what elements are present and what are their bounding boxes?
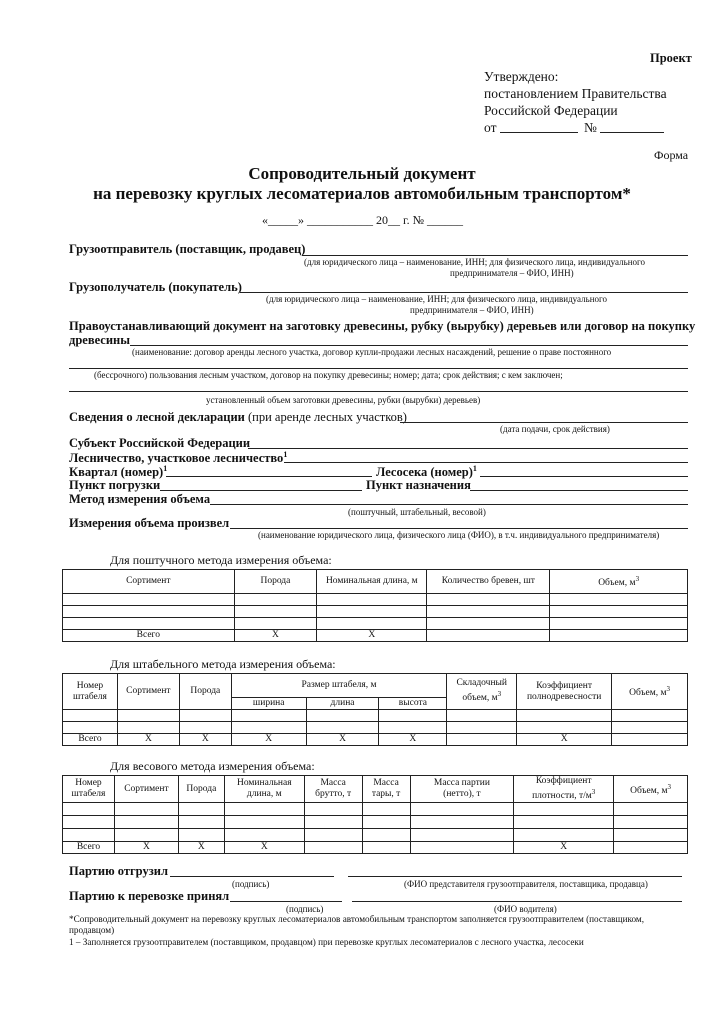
table2-h-volume-sup: 3 [666, 684, 670, 693]
table2-h-length: длина [306, 698, 379, 710]
approved-number-label: № [584, 120, 597, 135]
accepted-sign-note: (подпись) [286, 904, 324, 914]
table-cell [614, 829, 688, 842]
footnote-star-1: *Сопроводительный документ на перевозку круглых лесоматериалов автомобильным транспортом заполняется грузоотправителем (поставщиком, [69, 914, 645, 924]
table3-h-density-sup: 3 [591, 788, 596, 796]
table-cell [447, 710, 517, 722]
table-cell [178, 803, 224, 816]
title-doc-line-1 [130, 345, 688, 346]
table2-h-coef [517, 674, 612, 710]
table-row [63, 816, 688, 829]
subject-label: Субъект Российской Федерации [69, 436, 251, 450]
table-cell [612, 734, 688, 746]
table-cell [114, 816, 178, 829]
table-row [63, 594, 688, 606]
table-row [63, 606, 688, 618]
title-doc-note-1: (наименование: договор аренды лесного участка, договор купли-продажи лесных насаждений, решение о праве постоянного [132, 347, 612, 357]
table1-h-sortiment: Сортимент [63, 570, 235, 594]
title-doc-label-2: древесины [69, 333, 130, 347]
quarter-footnote-mark: 1 [163, 464, 168, 473]
table-cell [517, 722, 612, 734]
title-doc-note-3: установленный объем заготовки древесины, рубки (вырубки) деревьев) [206, 395, 481, 405]
doc-date-number-line: «_____» ___________ 20__ г. № ______ [262, 213, 464, 227]
table2-h-stack-1: Номер [76, 680, 104, 691]
subject-line [248, 448, 688, 449]
accepted-fio-note: (ФИО водителя) [494, 904, 557, 914]
table2-h-stored [447, 674, 517, 710]
consignee-line [240, 292, 688, 293]
table2-h-coef-2: полнодревесности [526, 691, 602, 702]
table-cell [379, 722, 447, 734]
table-cell [179, 710, 231, 722]
table3-caption: Для весового метода измерения объема: [110, 759, 315, 773]
table3-h-gross-2: брутто, т [315, 789, 352, 800]
approved-by-line-2: Российской Федерации [484, 103, 618, 118]
table-cell [304, 816, 362, 829]
shipper-note-2: предпринимателя – ФИО, ИНН) [450, 268, 574, 278]
table-cell [224, 803, 304, 816]
table-cell [410, 816, 514, 829]
declaration-note: (дата подачи, срок действия) [500, 424, 610, 434]
cutting-label-text: Лесосека (номер) [376, 465, 473, 480]
table3-total-label: Всего [63, 842, 115, 854]
declaration-label-normal: (при аренде лесных участков) [248, 410, 407, 424]
table2-h-width: ширина [231, 698, 306, 710]
table-cell [304, 842, 362, 854]
table3-h-stack-1: Номер [75, 778, 102, 789]
quarter-line [166, 476, 372, 477]
table-cell [178, 816, 224, 829]
title-doc-line-3 [69, 391, 688, 392]
table-cell [362, 816, 410, 829]
cutting-footnote-mark: 1 [472, 464, 477, 473]
table-cell [427, 630, 550, 642]
table-cell [517, 710, 612, 722]
table-cell [362, 842, 410, 854]
title-doc-label-1: Правоустанавливающий документ на заготовку древесины, рубку (вырубку) деревьев или договор на покупку [69, 319, 696, 333]
title-doc-line-2 [69, 368, 688, 369]
shipper-note-1: (для юридического лица – наименование, ИНН; для физического лица, индивидуального [304, 257, 645, 267]
table-cell [317, 594, 427, 606]
table-cell [612, 710, 688, 722]
declaration-label-bold: Сведения о лесной декларации [69, 410, 245, 424]
table3-h-density-2: плотности, т/м [532, 791, 592, 802]
accepted-by-label: Партию к перевозке принял [69, 889, 230, 903]
approved-by-line-1: постановлением Правительства [484, 86, 667, 101]
table3-h-net-2: (нетто), т [443, 789, 481, 800]
table2-h-stack-2: штабеля [73, 691, 107, 702]
shipped-fio-line [348, 876, 682, 877]
shipped-by-label: Партию отгрузил [69, 864, 168, 878]
measured-by-note: (наименование юридического лица, физического лица (ФИО), в т.ч. индивидуального предпринимателя) [258, 530, 660, 540]
table2-total-x: Х [517, 734, 612, 746]
table-cell [179, 722, 231, 734]
table-cell [410, 842, 514, 854]
table3-header-row [63, 776, 688, 803]
table2-total-x: Х [306, 734, 379, 746]
table-cell [231, 710, 306, 722]
table1-total-x: Х [234, 630, 317, 642]
table3-h-net-1: Масса партии [433, 778, 490, 789]
approved-label: Утверждено: [484, 69, 559, 84]
table3-h-volume-text: Объем, м [630, 785, 668, 796]
approved-number-line [600, 132, 664, 133]
table-cell [63, 803, 115, 816]
table-cell [427, 606, 550, 618]
table-cell [447, 722, 517, 734]
quarter-label-text: Квартал (номер) [69, 465, 164, 480]
table2-h-height: высота [379, 698, 447, 710]
table-cell [514, 803, 614, 816]
table3-h-stack-2: штабеля [71, 789, 106, 800]
table3-h-sortiment: Сортимент [114, 776, 178, 803]
table1-h-breed: Порода [234, 570, 317, 594]
table2-h-coef-1: Коэффициент [536, 680, 593, 691]
method-note: (поштучный, штабельный, весовой) [348, 507, 486, 517]
shipped-sign-line [170, 876, 334, 877]
table3-h-tare [362, 776, 410, 803]
table1-h-volume-text: Объем, м [598, 578, 636, 589]
table1-total-x: Х [317, 630, 427, 642]
table-cell [63, 594, 235, 606]
table1-h-volume-sup: 3 [635, 574, 640, 583]
table3-h-density [514, 776, 614, 803]
table-cell [117, 722, 179, 734]
table2-total-x: Х [117, 734, 179, 746]
table2-h-sortiment: Сортимент [117, 674, 179, 710]
shipped-fio-note: (ФИО представителя грузоотправителя, поставщика, продавца) [404, 879, 648, 889]
table-cell [234, 618, 317, 630]
table1-h-length: Номинальная длина, м [317, 570, 427, 594]
table-cell [614, 842, 688, 854]
table3-total-x: Х [114, 842, 178, 854]
table3-total-x: Х [514, 842, 614, 854]
table-cell [379, 710, 447, 722]
form-label: Форма [654, 148, 689, 162]
table3-h-breed: Порода [178, 776, 224, 803]
table2-header-row [63, 674, 688, 698]
table-cell [410, 829, 514, 842]
table2-h-stored-1: Складочный [456, 678, 508, 689]
table-cell [427, 594, 550, 606]
title-doc-note-2: (бессрочного) пользования лесным участком, договор на покупку древесины; номер; дата; срок действия; с кем заключен; [94, 370, 563, 380]
stack-method-table [62, 673, 688, 746]
table1-total-label: Всего [63, 630, 235, 642]
consignee-label: Грузополучатель (покупатель) [69, 280, 242, 294]
approved-date-line [500, 132, 578, 133]
declaration-line [400, 422, 688, 423]
table3-total-x: Х [224, 842, 304, 854]
table2-h-size: Размер штабеля, м [231, 674, 446, 698]
method-label: Метод измерения объема [69, 492, 211, 506]
table2-total-x: Х [231, 734, 306, 746]
table3-h-net [410, 776, 514, 803]
table2-total-x: Х [379, 734, 447, 746]
table2-total-x: Х [179, 734, 231, 746]
table-cell [63, 606, 235, 618]
table3-h-length-1: Номинальная [236, 778, 292, 789]
table-cell [317, 606, 427, 618]
table-cell [550, 630, 688, 642]
table-cell [317, 618, 427, 630]
table-row [63, 803, 688, 816]
table3-h-gross [304, 776, 362, 803]
table-row [63, 722, 688, 734]
footnote-1: 1 – Заполняется грузоотправителем (поставщиком, продавцом) при перевозке круглых лесоматериалов с лесного участка, лесосеки [69, 937, 584, 947]
table1-h-count: Количество бревен, шт [427, 570, 550, 594]
loading-label: Пункт погрузки [69, 478, 161, 492]
table3-h-density-1: Коэффициент [535, 776, 592, 786]
project-label: Проект [650, 51, 692, 65]
table-cell [231, 722, 306, 734]
table-cell [63, 722, 118, 734]
table1-header-row [63, 570, 688, 594]
table-cell [447, 734, 517, 746]
footnote-star-2: продавцом) [69, 925, 115, 935]
table2-h-breed: Порода [179, 674, 231, 710]
doc-title-line-2: на перевозку круглых лесоматериалов автомобильным транспортом* [93, 184, 631, 203]
table-cell [63, 829, 115, 842]
method-line [210, 504, 688, 505]
table-cell [63, 618, 235, 630]
table-cell [614, 803, 688, 816]
table3-h-volume-sup: 3 [667, 782, 671, 791]
shipped-sign-note: (подпись) [232, 879, 270, 889]
loading-line [160, 490, 362, 491]
table-row [63, 618, 688, 630]
table-cell [178, 829, 224, 842]
table-cell [306, 722, 379, 734]
table-cell [514, 816, 614, 829]
shipper-line [302, 255, 688, 256]
table-cell [612, 722, 688, 734]
table-cell [224, 816, 304, 829]
table2-total-label: Всего [63, 734, 118, 746]
shipper-label: Грузоотправитель (поставщик, продавец) [69, 242, 306, 256]
measured-by-line [230, 528, 688, 529]
table3-h-tare-1: Масса [373, 778, 399, 789]
table2-h-volume-text: Объем, м [629, 688, 667, 699]
measured-by-label: Измерения объема произвел [69, 516, 230, 530]
table1-caption: Для поштучного метода измерения объема: [110, 553, 332, 567]
table-cell [306, 710, 379, 722]
table-cell [514, 829, 614, 842]
table-cell [550, 606, 688, 618]
table3-h-length-2: длина, м [246, 789, 282, 800]
forestry-label-text: Лесничество, участковое лесничество [69, 451, 284, 466]
table-cell [117, 710, 179, 722]
table-cell [362, 803, 410, 816]
table2-h-stored-sup: 3 [497, 690, 502, 699]
piece-method-table [62, 569, 688, 642]
table1-h-volume [550, 570, 688, 594]
consignee-note-2: предпринимателя – ФИО, ИНН) [410, 305, 534, 315]
table2-h-volume [612, 674, 688, 710]
approved-from-label: от [484, 120, 497, 135]
table3-total-x: Х [178, 842, 224, 854]
table-cell [114, 829, 178, 842]
table-cell [550, 618, 688, 630]
table-row [63, 829, 688, 842]
cutting-line [480, 476, 688, 477]
table-cell [224, 829, 304, 842]
table3-h-tare-2: тары, т [371, 789, 401, 800]
forestry-footnote-mark: 1 [283, 450, 288, 459]
table3-h-length [224, 776, 304, 803]
table3-h-stack [63, 776, 115, 803]
table2-caption: Для штабельного метода измерения объема: [110, 657, 336, 671]
table3-h-gross-1: Масса [320, 778, 346, 789]
doc-title-line-1: Сопроводительный документ [248, 164, 476, 183]
accepted-fio-line [352, 901, 682, 902]
table3-total-row [63, 842, 688, 854]
accepted-sign-line [230, 901, 342, 902]
table-cell [427, 618, 550, 630]
table-cell [410, 803, 514, 816]
table3-h-volume [614, 776, 688, 803]
table1-total-row [63, 630, 688, 642]
table-cell [362, 829, 410, 842]
table-cell [614, 816, 688, 829]
table-cell [234, 594, 317, 606]
destination-label: Пункт назначения [366, 478, 471, 492]
table2-h-stack [63, 674, 118, 710]
table-cell [63, 816, 115, 829]
table-cell [304, 829, 362, 842]
consignee-note-1: (для юридического лица – наименование, ИНН; для физического лица, индивидуального [266, 294, 607, 304]
table-cell [234, 606, 317, 618]
table-cell [304, 803, 362, 816]
weight-method-table [62, 775, 688, 854]
table-cell [63, 710, 118, 722]
forestry-line [284, 462, 688, 463]
table-row [63, 710, 688, 722]
table2-h-stored-2: объем, м [462, 693, 498, 704]
table-cell [114, 803, 178, 816]
declaration-label [69, 410, 407, 425]
table2-total-row [63, 734, 688, 746]
destination-line [470, 490, 688, 491]
table-cell [550, 594, 688, 606]
